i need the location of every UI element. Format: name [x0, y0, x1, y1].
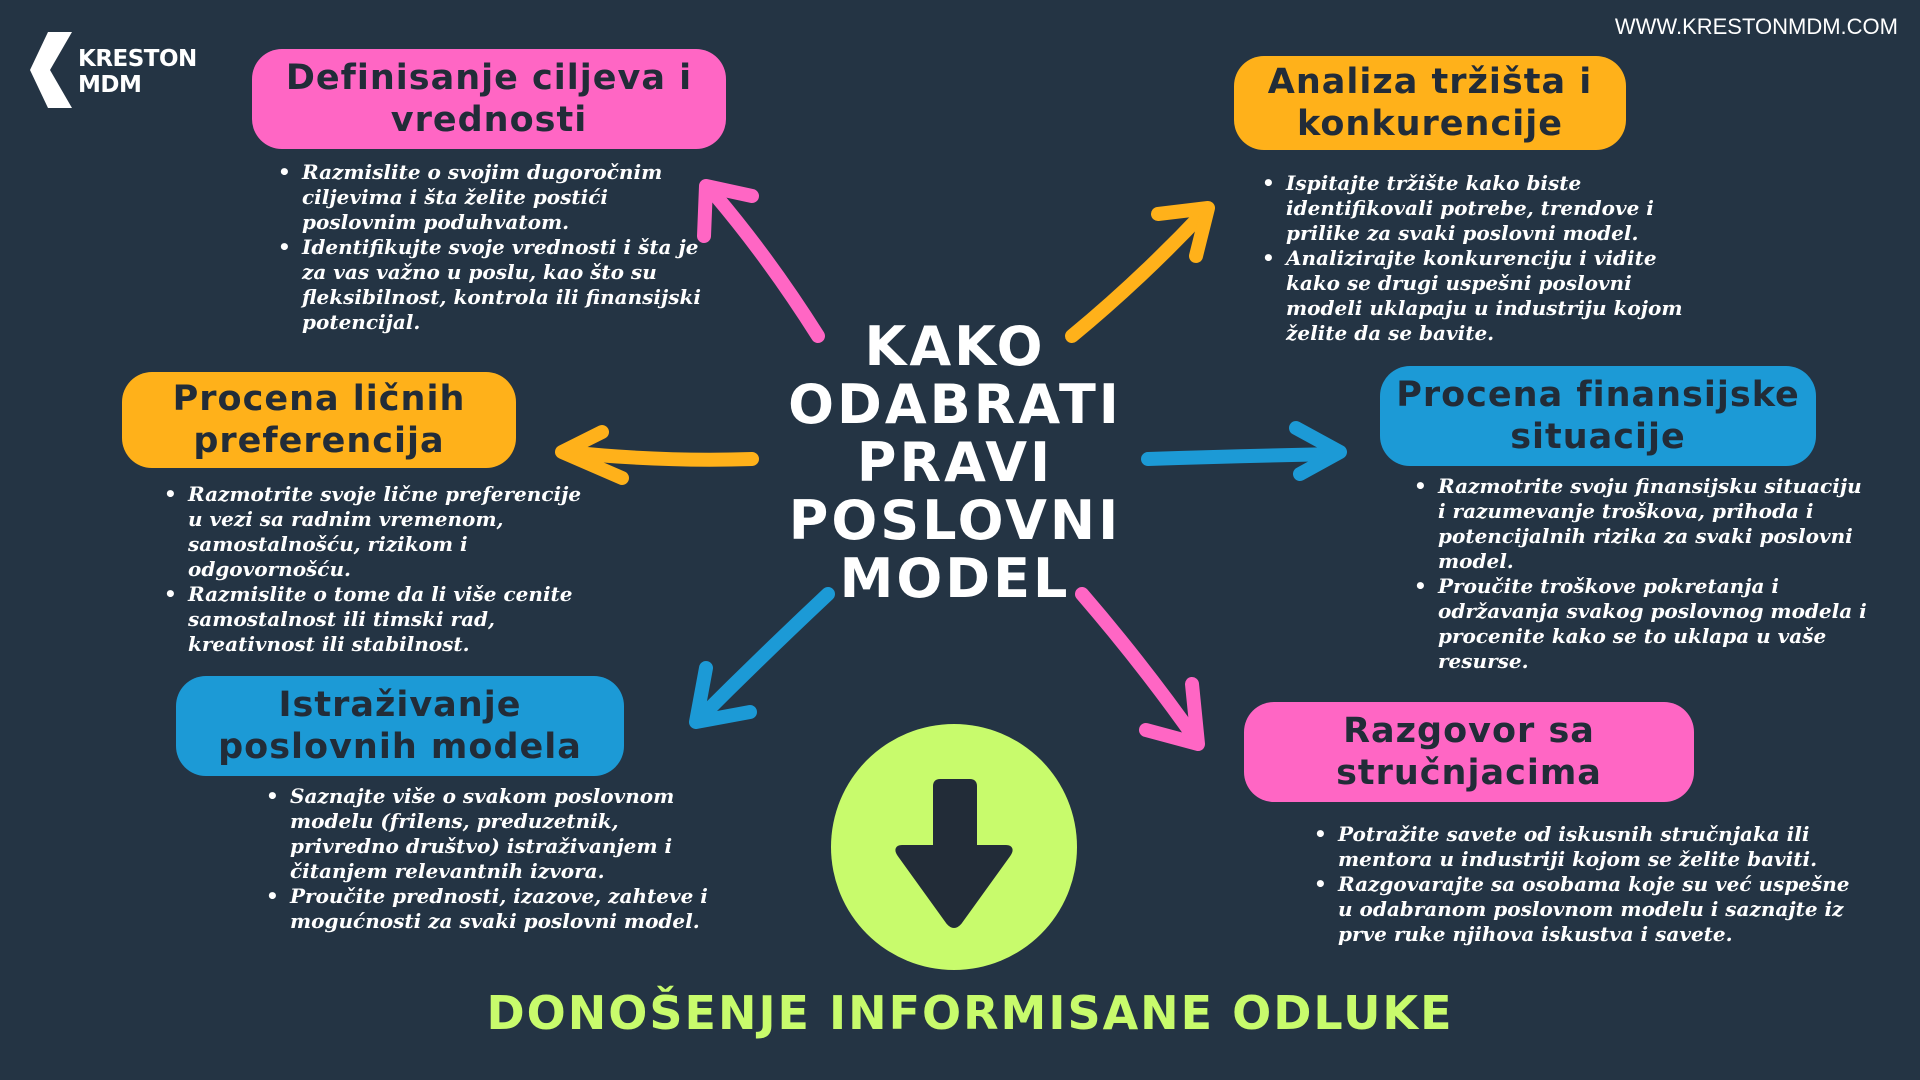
main-title: KAKO ODABRATI PRAVI POSLOVNI MODEL — [788, 315, 1122, 610]
section-title-research: Istraživanje poslovnih modela — [176, 676, 624, 776]
section-title-preferences: Procena ličnih preferencija — [122, 372, 516, 468]
bullet-item: • Potražite savete od iskusnih stručnjaka ili mentora u industriji kojom se želite baviti. — [1310, 822, 1850, 872]
bullet-item: • Proučite prednosti, izazove, zahteve i mogućnosti za svaki poslovni model. — [262, 884, 732, 934]
arrow-to-market — [1072, 208, 1208, 336]
arrow-to-preferences — [562, 432, 752, 478]
arrow-to-experts — [1082, 594, 1198, 744]
bullet-item: • Saznajte više o svakom poslovnom modelu (frilens, preduzetnik, privredno društvo) istraživanjem i čitanjem relevantnih izvora. — [262, 784, 732, 884]
arrow-to-research — [696, 594, 828, 722]
section-title-finance: Procena finansijske situacije — [1380, 366, 1816, 466]
section-title-goals: Definisanje ciljeva i vrednosti — [252, 49, 726, 149]
section-bullets-preferences — [160, 482, 600, 657]
bullet-item: • Ispitajte tržište kako biste identifikovali potrebe, trendove i prilike za svaki poslovni model. — [1258, 171, 1688, 246]
website-url[interactable]: WWW.KRESTONMDM.COM — [1614, 14, 1898, 39]
section-bullets-goals — [274, 160, 714, 335]
section-bullets-finance — [1410, 474, 1870, 674]
bullet-item: • Analizirajte konkurenciju i vidite kako se drugi uspešni poslovni modeli uklapaju u industriju kojom želite da se bavite. — [1258, 246, 1688, 346]
bullet-item: • Razgovarajte sa osobama koje su već uspešne u odabranom poslovnom modelu i saznajte iz prve ruke njihova iskustva i savete. — [1310, 872, 1850, 947]
section-title-market: Analiza tržišta i konkurencije — [1234, 56, 1626, 150]
footer-decision-text: DONOŠENJE INFORMISANE ODLUKE — [486, 986, 1454, 1040]
bullet-item: • Proučite troškove pokretanja i održavanja svakog poslovnog modela i procenite kako se to uklapa u vaše resurse. — [1410, 574, 1870, 674]
bullet-item: • Identifikujte svoje vrednosti i šta je za vas važno u poslu, kao što su fleksibilnost, kontrola ili finansijski potencijal. — [274, 235, 714, 335]
bullet-item: • Razmotrite svoju finansijsku situaciju i razumevanje troškova, prihoda i potencijalnih rizika za svaki poslovni model. — [1410, 474, 1870, 574]
section-title-experts: Razgovor sa stručnjacima — [1244, 702, 1694, 802]
bullet-item: • Razmislite o tome da li više cenite samostalnost ili timski rad, kreativnost ili stabilnost. — [160, 582, 600, 657]
bullet-item: • Razmotrite svoje lične preferencije u vezi sa radnim vremenom, samostalnošću, rizikom i odgovornošću. — [160, 482, 600, 582]
brand-logo-text: KRESTON MDM — [78, 46, 197, 98]
section-bullets-market — [1258, 171, 1688, 346]
bullet-item: • Razmislite o svojim dugoročnim ciljevima i šta želite postići poslovnim poduhvatom. — [274, 160, 714, 235]
arrow-to-finance — [1148, 428, 1340, 474]
arrow-to-goals — [704, 186, 818, 336]
section-bullets-research — [262, 784, 732, 934]
section-bullets-experts — [1310, 822, 1850, 947]
